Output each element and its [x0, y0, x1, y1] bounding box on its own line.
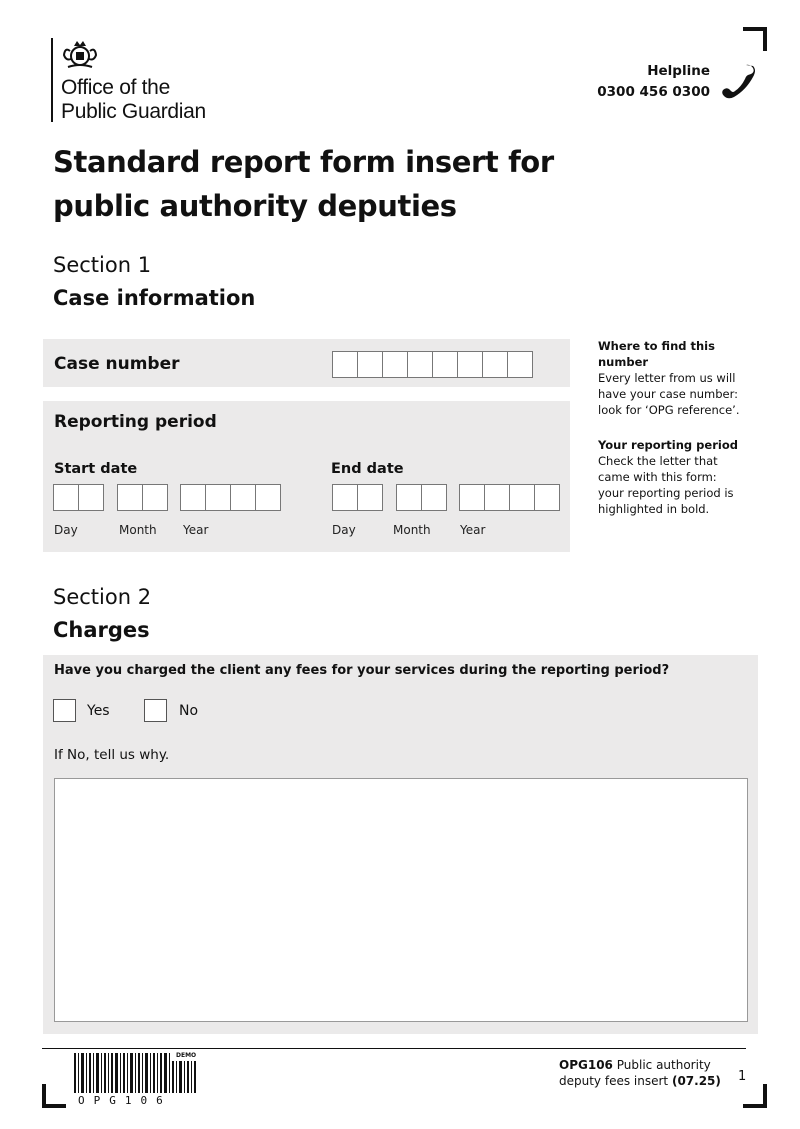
page-title — [53, 140, 554, 228]
helpline-number: 0300 456 0300 — [597, 84, 710, 100]
reporting-period-help-heading: Your reporting period — [598, 438, 738, 452]
barcode-text: OPG106 — [78, 1094, 172, 1107]
form-description-line-2: deputy fees insert — [559, 1074, 669, 1088]
form-description-line-1: Public authority — [616, 1058, 711, 1072]
case-number-help-line: look for ‘OPG reference’. — [598, 403, 740, 417]
page-title-line-2: public authority deputies — [53, 189, 457, 223]
royal-crest-icon — [59, 37, 101, 71]
logo-rule — [51, 38, 53, 122]
crop-mark-bottom-left — [42, 1084, 66, 1108]
case-number-label: Case number — [54, 354, 180, 374]
no-label: No — [179, 703, 199, 719]
page-title-line-1: Standard report form insert for — [53, 145, 554, 179]
barcode-icon — [74, 1053, 199, 1095]
end-month-input[interactable] — [396, 484, 447, 511]
section-1-number: Section 1 — [53, 253, 152, 277]
phone-icon — [720, 62, 758, 102]
start-date-label: Start date — [54, 461, 138, 477]
reporting-period-help-line: Check the letter that — [598, 454, 718, 468]
reporting-period-help-line: came with this form: — [598, 470, 717, 484]
end-month-caption: Month — [393, 523, 431, 537]
start-day-input[interactable] — [53, 484, 104, 511]
form-reference — [559, 1057, 721, 1089]
footer-rule — [42, 1048, 746, 1049]
page-number: 1 — [738, 1069, 747, 1084]
form-code: OPG106 — [559, 1058, 613, 1072]
start-year-caption: Year — [183, 523, 209, 537]
yes-label: Yes — [87, 703, 110, 719]
end-day-caption: Day — [332, 523, 356, 537]
start-month-caption: Month — [119, 523, 157, 537]
start-year-input[interactable] — [180, 484, 281, 511]
end-year-caption: Year — [460, 523, 486, 537]
reporting-period-help-line: highlighted in bold. — [598, 502, 710, 516]
reason-textarea[interactable] — [54, 778, 748, 1022]
crop-mark-bottom-right — [743, 1084, 767, 1108]
end-day-input[interactable] — [332, 484, 383, 511]
no-checkbox[interactable] — [144, 699, 167, 722]
charges-question: Have you charged the client any fees for your services during the reporting period? — [54, 663, 670, 678]
crop-mark-top-right — [743, 27, 767, 51]
end-year-input[interactable] — [459, 484, 560, 511]
reporting-period-help — [598, 437, 768, 517]
barcode-demo-tag: DEMO — [176, 1052, 197, 1059]
start-month-input[interactable] — [117, 484, 168, 511]
helpline-label: Helpline — [647, 63, 710, 79]
start-day-caption: Day — [54, 523, 78, 537]
case-number-help-heading: Where to find this number — [598, 339, 715, 369]
section-1-title: Case information — [53, 286, 256, 310]
case-number-help — [598, 338, 768, 418]
organisation-name-line-1: Office of the — [61, 76, 170, 99]
reporting-period-label: Reporting period — [54, 412, 217, 432]
helpline — [597, 61, 710, 103]
if-no-prompt: If No, tell us why. — [54, 747, 170, 763]
yes-checkbox[interactable] — [53, 699, 76, 722]
organisation-name-line-2: Public Guardian — [61, 100, 206, 123]
reporting-period-help-line: your reporting period is — [598, 486, 734, 500]
case-number-help-line: have your case number: — [598, 387, 739, 401]
organisation-name — [61, 76, 206, 124]
form-version: (07.25) — [671, 1074, 721, 1088]
section-2-title: Charges — [53, 618, 150, 642]
case-number-input[interactable] — [332, 351, 533, 378]
end-date-label: End date — [331, 461, 404, 477]
section-2-number: Section 2 — [53, 585, 152, 609]
case-number-help-line: Every letter from us will — [598, 371, 736, 385]
